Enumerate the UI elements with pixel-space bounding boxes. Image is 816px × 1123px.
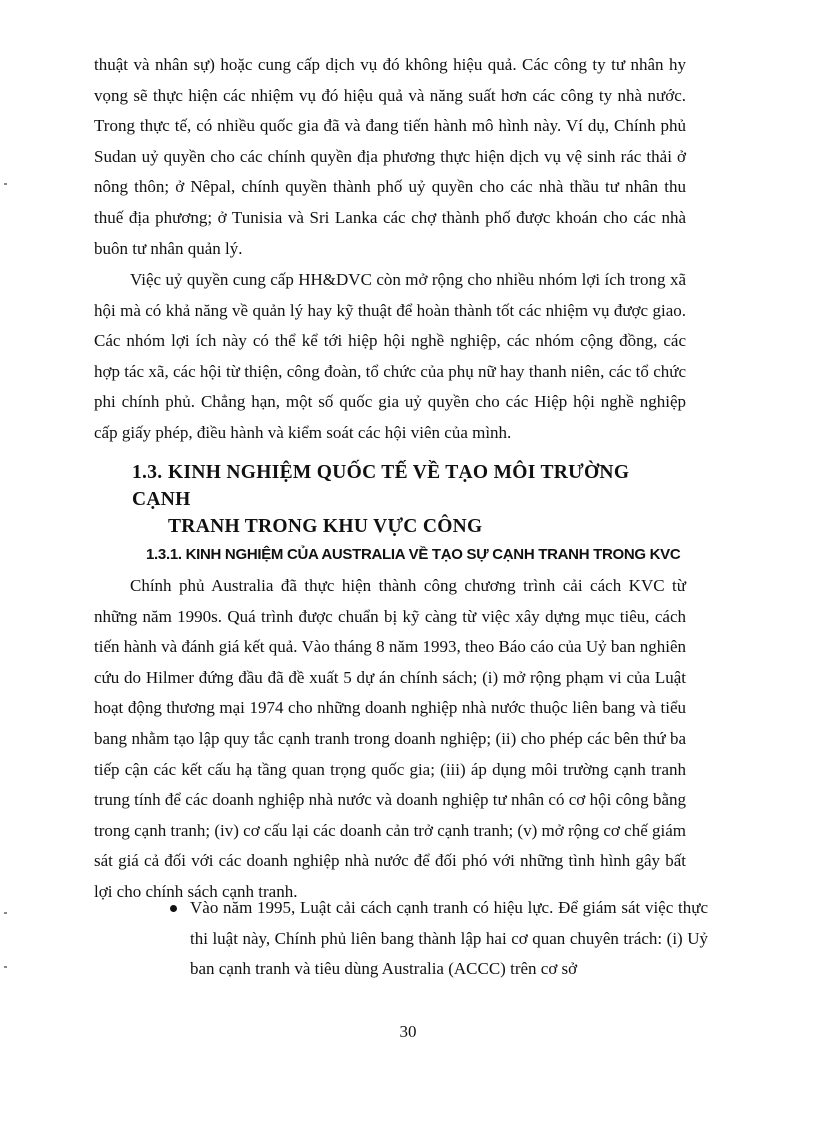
margin-mark xyxy=(4,183,7,185)
section-number: 1.3. xyxy=(132,462,163,483)
page-number: 30 xyxy=(399,1022,417,1041)
section-heading xyxy=(132,459,692,540)
paragraph-delegation-groups: Việc uỷ quyền cung cấp HH&DVC còn mở rộng cho nhiều nhóm lợi ích trong xã hội mà có khả năng về quản lý hay kỹ thuật để hoàn thành tốt các nhiệm vụ được giao. Các nhóm lợi ích này có thể kể tới hiệp hội nghề nghiệp, các nhóm cộng đồng, các hợp tác xã, các hội từ thiện, công đoàn, tổ chức của phụ nữ hay thanh niên, các tổ chức phi chính phủ. Chẳng hạn, một số quốc gia uỷ quyền cho các Hiệp hội nghề nghiệp cấp giấy phép, điều hành và kiểm soát các hội viên của mình. xyxy=(94,270,686,442)
bullet-item xyxy=(168,893,708,985)
paragraph-australia-reform: Chính phủ Australia đã thực hiện thành công chương trình cải cách KVC từ những năm 1990s. Quá trình được chuẩn bị kỹ càng từ việc xây dựng mục tiêu, cách tiến hành và đánh giá kết quả. Vào tháng 8 năm 1993, theo Báo cáo của Uỷ ban nghiên cứu do Hilmer đứng đầu đã đề xuất 5 dự án chính sách; (i) mở rộng phạm vi của Luật hoạt động thương mại 1974 cho những doanh nghiệp nhà nước thuộc liên bang và tiểu bang nhằm tạo lập quy tắc cạnh tranh trong doanh nghiệp; (ii) cho phép các bên thứ ba tiếp cận các kết cấu hạ tầng quan trọng quốc gia; (iii) áp dụng môi trường cạnh tranh trung tính để các doanh nghiệp nhà nước và doanh nghiệp tư nhân có cơ hội công bằng trong cạnh tranh; (iv) cơ cấu lại các doanh cản trở cạnh tranh; (v) mở rộng cơ chế giám sát giá cả đối với các doanh nghiệp nhà nước để đối phó với những tình hình gây bất lợi cho chính sách cạnh tranh. xyxy=(94,576,686,901)
subsection-heading: 1.3.1. KINH NGHIỆM CỦA AUSTRALIA VỀ TẠO SỰ CẠNH TRANH TRONG KVC xyxy=(146,546,681,563)
margin-mark xyxy=(4,912,7,914)
margin-mark xyxy=(4,966,7,968)
paragraph-delegation-private: thuật và nhân sự) hoặc cung cấp dịch vụ đó không hiệu quả. Các công ty tư nhân hy vọng sẽ thực hiện các nhiệm vụ đó hiệu quả và năng suất hơn các công ty nhà nước. Trong thực tế, có nhiều quốc gia đã và đang tiến hành mô hình này. Ví dụ, Chính phủ Sudan uỷ quyền cho các chính quyền địa phương thực hiện dịch vụ vệ sinh rác thải ở nông thôn; ở Nêpal, chính quyền thành phố uỷ quyền cho các nhà thầu tư nhân thu thuế địa phương; ở Tunisia và Sri Lanka các chợ thành phố được khoán cho các nhà buôn tư nhân quản lý. xyxy=(94,55,686,258)
section-title-line2: TRANH TRONG KHU VỰC CÔNG xyxy=(168,516,483,537)
bullet-icon xyxy=(170,905,177,912)
section-title-line1: KINH NGHIỆM QUỐC TẾ VỀ TẠO MÔI TRƯỜNG CẠNH xyxy=(132,462,630,510)
bullet-text: Vào năm 1995, Luật cải cách cạnh tranh có hiệu lực. Để giám sát việc thực thi luật này, Chính phủ liên bang thành lập hai cơ quan chuyên trách: (i) Uỷ ban cạnh tranh và tiêu dùng Australia (ACCC) trên cơ sở xyxy=(190,898,708,979)
